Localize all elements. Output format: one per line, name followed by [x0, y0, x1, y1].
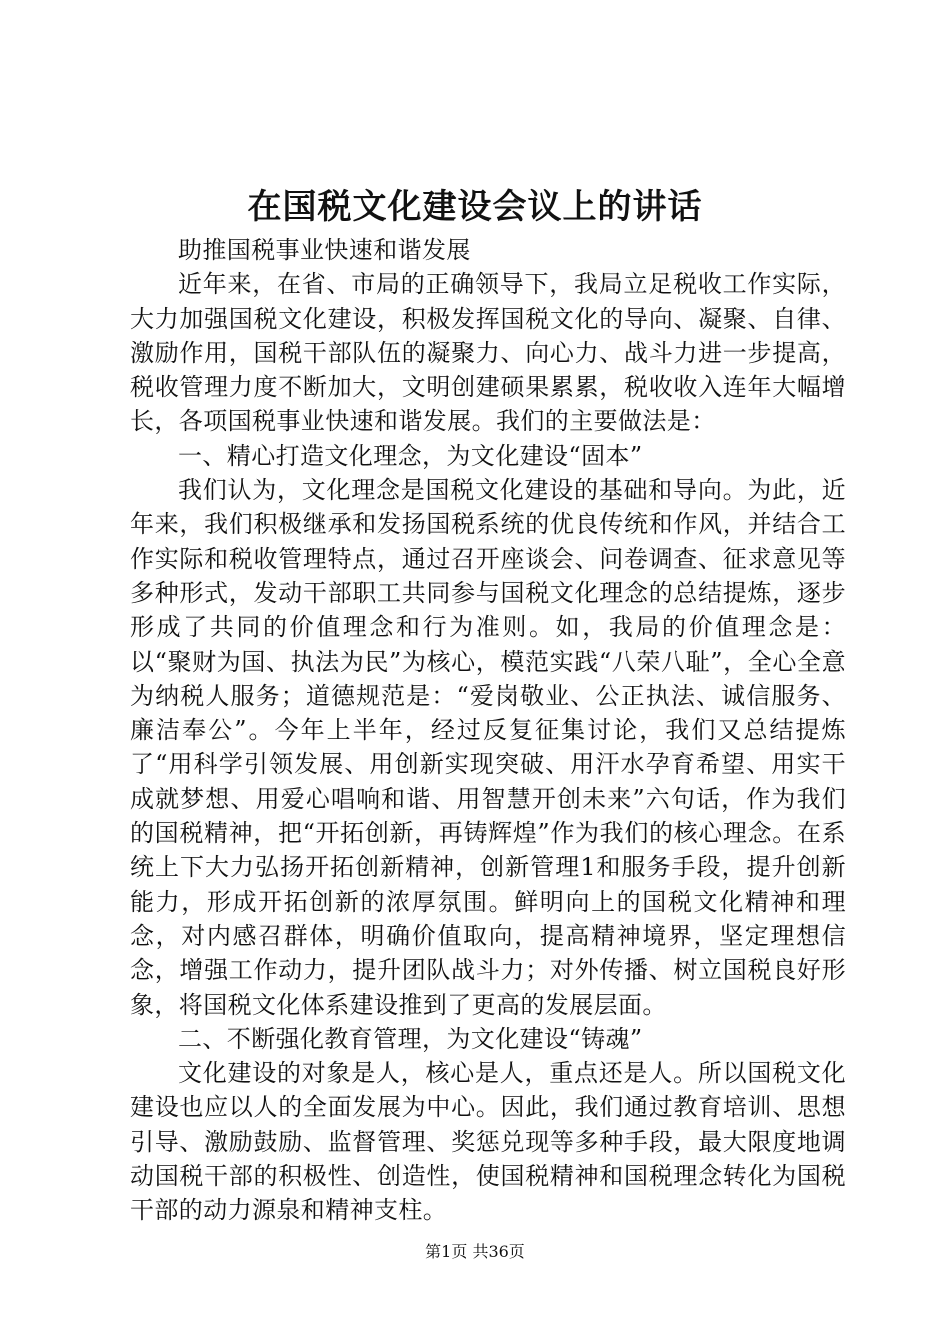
- section-2-paragraph: 文化建设的对象是人，核心是人，重点还是人。所以国税文化建设也应以人的全面发展为中心。因此，我们通过教育培训、思想引导、激励鼓励、监督管理、奖惩兑现等多种手段，最大限度地调动国税干部的积极性、创造性，使国税精神和国税理念转化为国税干部的动力源泉和精神支柱。: [130, 1059, 846, 1225]
- section-heading-1: 一、精心打造文化理念，为文化建设“固本”: [178, 441, 643, 470]
- document-title: 在国税文化建设会议上的讲话: [247, 187, 703, 227]
- page-footer: 第1页 共36页: [425, 1242, 525, 1261]
- subtitle-paragraph: 助推国税事业快速和谐发展: [178, 236, 471, 264]
- section-heading-2: 二、不断强化教育管理，为文化建设“铸魂”: [178, 1024, 643, 1053]
- intro-paragraph: 近年来，在省、市局的正确领导下，我局立足税收工作实际，大力加强国税文化建设，积极发挥国税文化的导向、凝聚、自律、激励作用，国税干部队伍的凝聚力、向心力、战斗力进一步提高，税收管理力度不断加大，文明创建硕果累累，税收收入连年大幅增长，各项国税事业快速和谐发展。我们的主要做法是：: [130, 270, 846, 436]
- section-1-paragraph: 我们认为，文化理念是国税文化建设的基础和导向。为此，近年来，我们积极继承和发扬国税系统的优良传统和作风，并结合工作实际和税收管理特点，通过召开座谈会、问卷调查、征求意见等多种形式，发动干部职工共同参与国税文化理念的总结提炼，逐步形成了共同的价值理念和行为准则。如，我局的价值理念是：以“聚财为国、执法为民”为核心，模范实践“八荣八耻”，全心全意为纳税人服务；道德规范是：“爱岗敬业、公正执法、诚信服务、廉洁奉公”。今年上半年，经过反复征集讨论，我们又总结提炼了“用科学引领发展、用创新实现突破、用汗水孕育希望、用实干成就梦想、用爱心唱响和谐、用智慧开创未来”六句话，作为我们的国税精神，把“开拓创新，再铸辉煌”作为我们的核心理念。在系统上下大力弘扬开拓创新精神，创新管理1和服务手段，提升创新能力，形成开拓创新的浓厚氛围。鲜明向上的国税文化精神和理念，对内感召群体，明确价值取向，提高精神境界，坚定理想信念，增强工作动力，提升团队战斗力；对外传播、树立国税良好形象，将国税文化体系建设推到了更高的发展层面。: [130, 476, 846, 1019]
- document-body: [130, 233, 846, 1228]
